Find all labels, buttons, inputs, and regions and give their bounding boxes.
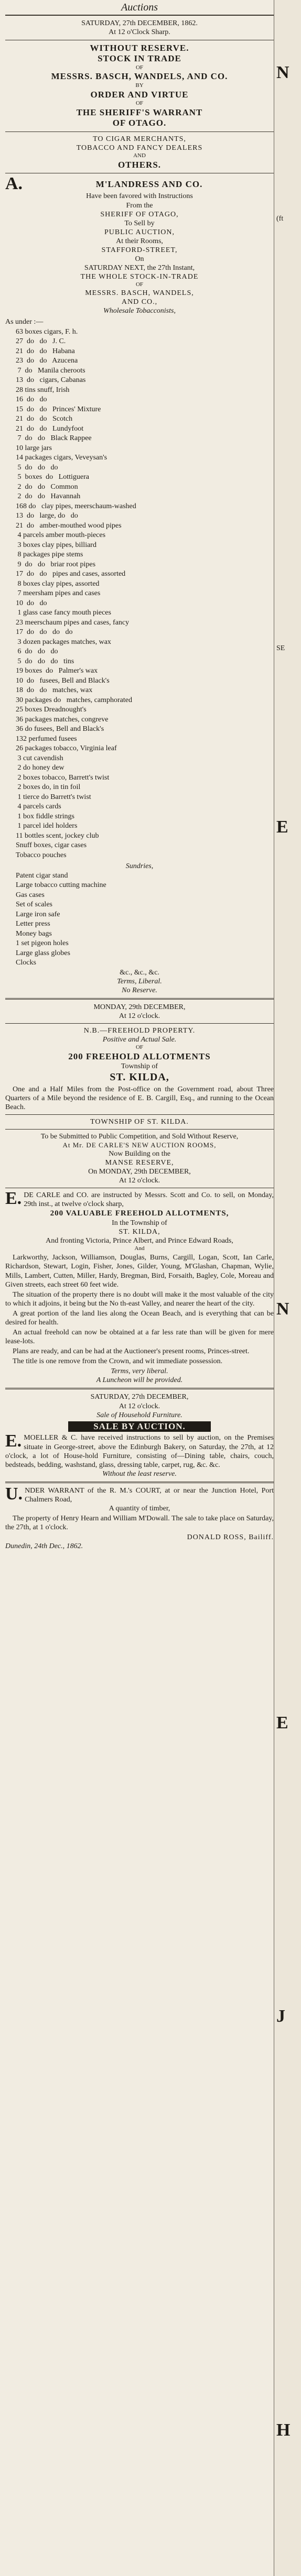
sundry-item: Large tobacco cutting machine xyxy=(16,881,106,890)
advert-st-kilda xyxy=(5,1003,274,1385)
lot-item: 17 do do pipes and cases, assorted xyxy=(16,570,126,578)
lot-item: 10 do do xyxy=(16,599,47,607)
freehold-heading: N.B.—FREEHOLD PROPERTY. xyxy=(83,1026,196,1035)
lot-item: 15 do do Princes' Mixture xyxy=(16,405,101,413)
township-heading: TOWNSHIP OF ST. KILDA. xyxy=(90,1117,189,1126)
adjacent-fragment: H xyxy=(276,2420,291,2440)
advert-stock-in-trade xyxy=(5,19,274,994)
messrs-line: MESSRS. BASCH, WANDELS, xyxy=(85,289,194,297)
without-reserve-line: Without the least reserve. xyxy=(102,1470,177,1478)
lot-item: 4 parcels cards xyxy=(16,803,61,811)
lot-item: 2 do do Havannah xyxy=(16,492,81,501)
of-text: OF xyxy=(135,281,144,288)
in-township: In the Township of xyxy=(112,1219,167,1227)
sale-time: At 12 o'clock. xyxy=(119,1012,160,1020)
divider xyxy=(5,1023,274,1024)
drop-cap: A. xyxy=(5,174,23,194)
sundries-heading: Sundries, xyxy=(125,862,154,871)
sheriff-line: SHERIFF OF OTAGO, xyxy=(100,210,179,218)
lot-item: 18 do do matches, wax xyxy=(16,686,93,695)
sundry-item: Patent cigar stand xyxy=(16,871,68,880)
divider xyxy=(5,1388,274,1389)
sale-by-auction-banner: SALE BY AUCTION. xyxy=(68,1421,211,1432)
kilda-line: ST. KILDA, xyxy=(119,1227,160,1236)
drop-cap: U. xyxy=(5,1484,23,1504)
sundry-item: Gas cases xyxy=(16,891,45,899)
building-line: Now Building on the xyxy=(109,1149,170,1158)
kilda-heading: ST. KILDA, xyxy=(110,1071,169,1083)
township-text: Township of xyxy=(121,1062,158,1071)
furniture-paragraph xyxy=(5,1433,274,1469)
lot-item: 13 do cigars, Cabanas xyxy=(16,376,86,385)
situation-paragraph: The situation of the property there is no doubt will make it the most valuable of the city to which it adjoins, it being but the No th-east Valley, and nearer the heart of the city. xyxy=(5,1290,274,1308)
luncheon-line: A Luncheon will be provided. xyxy=(96,1376,183,1385)
lot-item: 9 do do briar root pipes xyxy=(16,560,96,568)
lot-list xyxy=(5,327,274,861)
lot-item: 21 do do Scotch xyxy=(16,415,73,423)
drop-cap: E. xyxy=(5,1431,22,1451)
bailiff-signature: DONALD ROSS, Bailiff. xyxy=(187,1533,274,1542)
timber-line: A quantity of timber, xyxy=(109,1504,170,1512)
lot-item: 21 do do Habana xyxy=(16,347,75,355)
furniture-text: MOELLER & C. have received instructions to sell by auction, on the Premises situate in George-street, above the Edinburgh Bakery, on Saturday, the 27th, at 12 o'clock, a lot of House-hold Furniture, consisting of—Dining table, chairs, couch, bedsteads, bedding, washstand, glass, dressing table, carpet, rug, &c. &c. xyxy=(5,1434,274,1469)
favored-line: Have been favored with Instructions xyxy=(86,192,193,201)
lot-item: 19 boxes do Palmer's wax xyxy=(16,667,98,675)
no-reserve-line: No Reserve. xyxy=(122,986,157,994)
to-line: TOBACCO AND FANCY DEALERS xyxy=(76,144,203,152)
intro-paragraph xyxy=(5,1191,274,1209)
saturday-line: SATURDAY NEXT, the 27th Instant, xyxy=(84,264,195,272)
stock-heading: STOCK IN TRADE xyxy=(98,53,181,64)
andco-line: AND CO., xyxy=(121,298,158,306)
lot-item: 11 bottles scent, jockey club xyxy=(16,831,99,840)
lot-item: 28 tins snuff, Irish xyxy=(16,386,70,394)
adjacent-fragment: N xyxy=(276,63,289,82)
divider xyxy=(5,131,274,132)
etc-line: &c., &c., &c. xyxy=(120,968,159,977)
lot-item: 132 perfumed fusees xyxy=(16,735,77,743)
lot-item: 23 do do Azucena xyxy=(16,357,78,365)
on-text: On xyxy=(135,255,144,264)
lot-item: 27 do do J. C. xyxy=(16,337,66,346)
adjacent-fragment: E xyxy=(276,817,288,837)
lot-item: 168 do clay pipes, meerschaum-washed xyxy=(16,502,136,510)
sundry-item: Large iron safe xyxy=(16,910,60,918)
sundries-list xyxy=(5,871,274,968)
otago-heading: OF OTAGO. xyxy=(112,118,167,128)
fronting-line: And fronting Victoria, Prince Albert, and Prince Edward Roads, xyxy=(46,1236,233,1245)
streets-paragraph: Larkworthy, Jackson, Williamson, Douglas, Burns, Cargill, Logan, Scott, Ian Carle, Richardson, Stewart, Login, Fisher, Jones, Gilder, Young, M'Glashan, Chapman, Wylie, Mills, Lambert, Cutten, Miller, Hardy, Bregman, Bird, Forsaith, Bagley, Cole, Moreau and Given streets, each street 60 feet wide. xyxy=(5,1254,274,1289)
order-heading: ORDER AND VIRTUE xyxy=(90,89,189,100)
lot-item: 14 packages cigars, Veveysan's xyxy=(16,454,108,462)
adjacent-fragment: J xyxy=(276,2007,285,2026)
lot-item: 7 do do Black Rappee xyxy=(16,434,92,443)
lot-item: 1 tierce do Barrett's twist xyxy=(16,793,91,801)
divider xyxy=(5,1114,274,1115)
lot-item: 5 do do do xyxy=(16,463,58,472)
adjacent-fragment: E xyxy=(276,1713,288,1733)
lot-item: Tobacco pouches xyxy=(16,851,67,859)
time-line: At 12 o'clock. xyxy=(119,1177,160,1185)
lot-item: 10 large jars xyxy=(16,444,52,452)
sundry-item: Letter press xyxy=(16,920,50,928)
sale-time: At 12 o'Clock Sharp. xyxy=(109,28,170,37)
sundry-item: 1 set pigeon holes xyxy=(16,939,69,948)
rooms-line: At Mr. DE CARLE'S NEW AUCTION ROOMS, xyxy=(62,1141,217,1149)
valuable-heading: 200 VALUABLE FREEHOLD ALLOTMENTS, xyxy=(50,1209,229,1218)
divider xyxy=(5,998,274,1000)
from-line: From the xyxy=(126,201,153,210)
intro-text: DE CARLE and CO. are instructed by Messrs. Scott and Co. to sell, on Monday, 29th inst., at twelve o'clock sharp, xyxy=(24,1191,274,1209)
terms-line: Terms, very liberal. xyxy=(111,1367,168,1376)
at-rooms: At their Rooms, xyxy=(116,237,163,245)
page-title: Auctions xyxy=(5,0,274,16)
lot-item: 25 boxes Dreadnought's xyxy=(16,706,87,714)
lot-item: 1 parcel idel holders xyxy=(16,822,78,830)
lot-item: 26 packages tobacco, Virginia leaf xyxy=(16,744,117,753)
lot-item: 8 packages pipe stems xyxy=(16,551,83,559)
lot-item: 16 do do xyxy=(16,396,47,404)
sundry-item: Money bags xyxy=(16,929,52,938)
sundry-item: Large glass globes xyxy=(16,949,70,957)
public-auction: PUBLIC AUCTION, xyxy=(104,228,175,236)
adjacent-fragment: (ft xyxy=(276,215,284,223)
of-text: OF xyxy=(135,1044,144,1051)
portion-paragraph: A great portion of the land lies along the Ocean Beach, and is everything that can be desired for health. xyxy=(5,1309,274,1327)
others-heading: OTHERS. xyxy=(117,159,162,170)
sale-date: MONDAY, 29th DECEMBER, xyxy=(93,1003,186,1011)
allotments-heading: 200 FREEHOLD ALLOTMENTS xyxy=(68,1051,211,1061)
to-line: TO CIGAR MERCHANTS, xyxy=(93,135,186,144)
freehold-paragraph: An actual freehold can now be obtained at a far less rate than will be given for mere lease-lots. xyxy=(5,1328,274,1346)
auctions-column xyxy=(5,0,274,2576)
divider xyxy=(5,1129,274,1130)
sale-time: At 12 o'clock. xyxy=(119,1402,160,1410)
drop-cap: E. xyxy=(5,1189,22,1209)
title-paragraph: The title is one remove from the Crown, and wit immediate possession. xyxy=(13,1357,223,1366)
lot-item: 7 do Manila cheroots xyxy=(16,366,85,375)
sheriff-heading: THE SHERIFF'S WARRANT xyxy=(76,107,203,117)
as-under: As under :— xyxy=(5,317,44,326)
lot-item: 2 do do Common xyxy=(16,483,78,491)
divider xyxy=(5,1482,274,1483)
lot-item: 8 boxes clay pipes, assorted xyxy=(16,579,100,588)
lot-item: 1 glass case fancy mouth pieces xyxy=(16,609,111,617)
lot-item: 2 do honey dew xyxy=(16,764,64,772)
lot-item: 3 cut cavendish xyxy=(16,754,63,762)
lot-item: 21 do do Lundyfoot xyxy=(16,424,84,433)
manse-line: MANSE RESERVE, xyxy=(105,1159,174,1167)
wholesale-line: Wholesale Tobacconists, xyxy=(103,306,176,315)
sale-heading: Sale of Household Furniture. xyxy=(96,1411,182,1419)
firm-name: MESSRS. BASCH, WANDELS, AND CO. xyxy=(51,71,228,82)
lot-item: 3 boxes clay pipes, billiard xyxy=(16,541,96,549)
warrant-paragraph xyxy=(5,1486,274,1504)
lot-item: 5 boxes do Lottiguera xyxy=(16,473,89,481)
lot-item: 3 dozen packages matches, wax xyxy=(16,638,111,646)
of-text: OF xyxy=(135,64,144,71)
adjacent-fragment: N xyxy=(276,1299,289,1319)
sundry-item: Clocks xyxy=(16,959,36,967)
terms-line: Terms, Liberal. xyxy=(117,977,162,985)
by-text: BY xyxy=(135,82,144,89)
lot-item: 7 meersham pipes and cases xyxy=(16,589,101,598)
sundry-item: Set of scales xyxy=(16,901,52,909)
lot-item: 23 meerschaum pipes and cases, fancy xyxy=(16,618,130,627)
and-text: And xyxy=(134,1245,145,1252)
warrant-text: NDER WARRANT of the R. M.'s COURT, at or near the Junction Hotel, Port Chalmers Road, xyxy=(25,1486,274,1504)
positive-sale: Positive and Actual Sale. xyxy=(102,1036,177,1044)
lot-item: 30 packages do matches, camphorated xyxy=(16,696,132,704)
whole-stock: THE WHOLE STOCK-IN-TRADE xyxy=(80,273,199,281)
advert-furniture xyxy=(5,1393,274,1478)
lot-item: 2 boxes tobacco, Barrett's twist xyxy=(16,773,110,782)
street-name: STAFFORD-STREET, xyxy=(101,246,178,254)
lot-item: 5 do do do tins xyxy=(16,657,74,665)
adjacent-column-edge xyxy=(274,0,301,2576)
of-text: OF xyxy=(135,100,144,107)
location-paragraph: One and a Half Miles from the Post-office on the Government road, about Three Quarters of a Mile beyond the residence of E. B. Cargill, Esq., and running to the Ocean Beach. xyxy=(5,1085,274,1111)
lot-item: 10 do fusees, Bell and Black's xyxy=(16,676,110,685)
lot-item: 36 packages matches, congreve xyxy=(16,715,109,724)
to-sell-line: To Sell by xyxy=(124,219,155,227)
lot-item: 63 boxes cigars, F. h. xyxy=(16,327,78,336)
without-reserve: WITHOUT RESERVE. xyxy=(90,42,189,53)
lot-item: 36 do fusees, Bell and Black's xyxy=(16,725,104,733)
lot-item: 4 parcels amber mouth-pieces xyxy=(16,531,106,540)
lot-item: 13 do large, do do xyxy=(16,512,78,520)
lot-item: 1 box fiddle strings xyxy=(16,812,74,820)
property-paragraph: The property of Henry Hearn and William M'Dowall. The sale to take place on Saturday, the 27th, at 1 o'clock. xyxy=(5,1515,274,1532)
lot-item: 21 do amber-mouthed wood pipes xyxy=(16,521,122,530)
and-text: AND xyxy=(133,152,146,159)
lot-item: 6 do do do xyxy=(16,648,58,656)
lot-item: 2 boxes do, in tin foil xyxy=(16,783,81,792)
firm-line xyxy=(5,176,274,192)
plans-paragraph: Plans are ready, and can be had at the Auctioneer's present rooms, Princes-street. xyxy=(13,1347,250,1356)
sale-date: SATURDAY, 27th DECEMBER, xyxy=(90,1393,189,1401)
dateline: Dunedin, 24th Dec., 1862. xyxy=(5,1542,83,1551)
lot-item: 17 do do do do xyxy=(16,628,73,637)
advert-timber xyxy=(5,1486,274,1551)
auctioneer-name: M'LANDRESS AND CO. xyxy=(95,179,203,190)
on-date-line: On MONDAY, 29th DECEMBER, xyxy=(88,1168,191,1176)
lot-item: Snuff boxes, cigar cases xyxy=(16,841,87,850)
adjacent-fragment: SE xyxy=(276,644,285,652)
sale-date: SATURDAY, 27th DECEMBER, 1862. xyxy=(81,19,198,28)
submitted-line: To be Submitted to Public Competition, and Sold Without Reserve, xyxy=(40,1133,239,1141)
